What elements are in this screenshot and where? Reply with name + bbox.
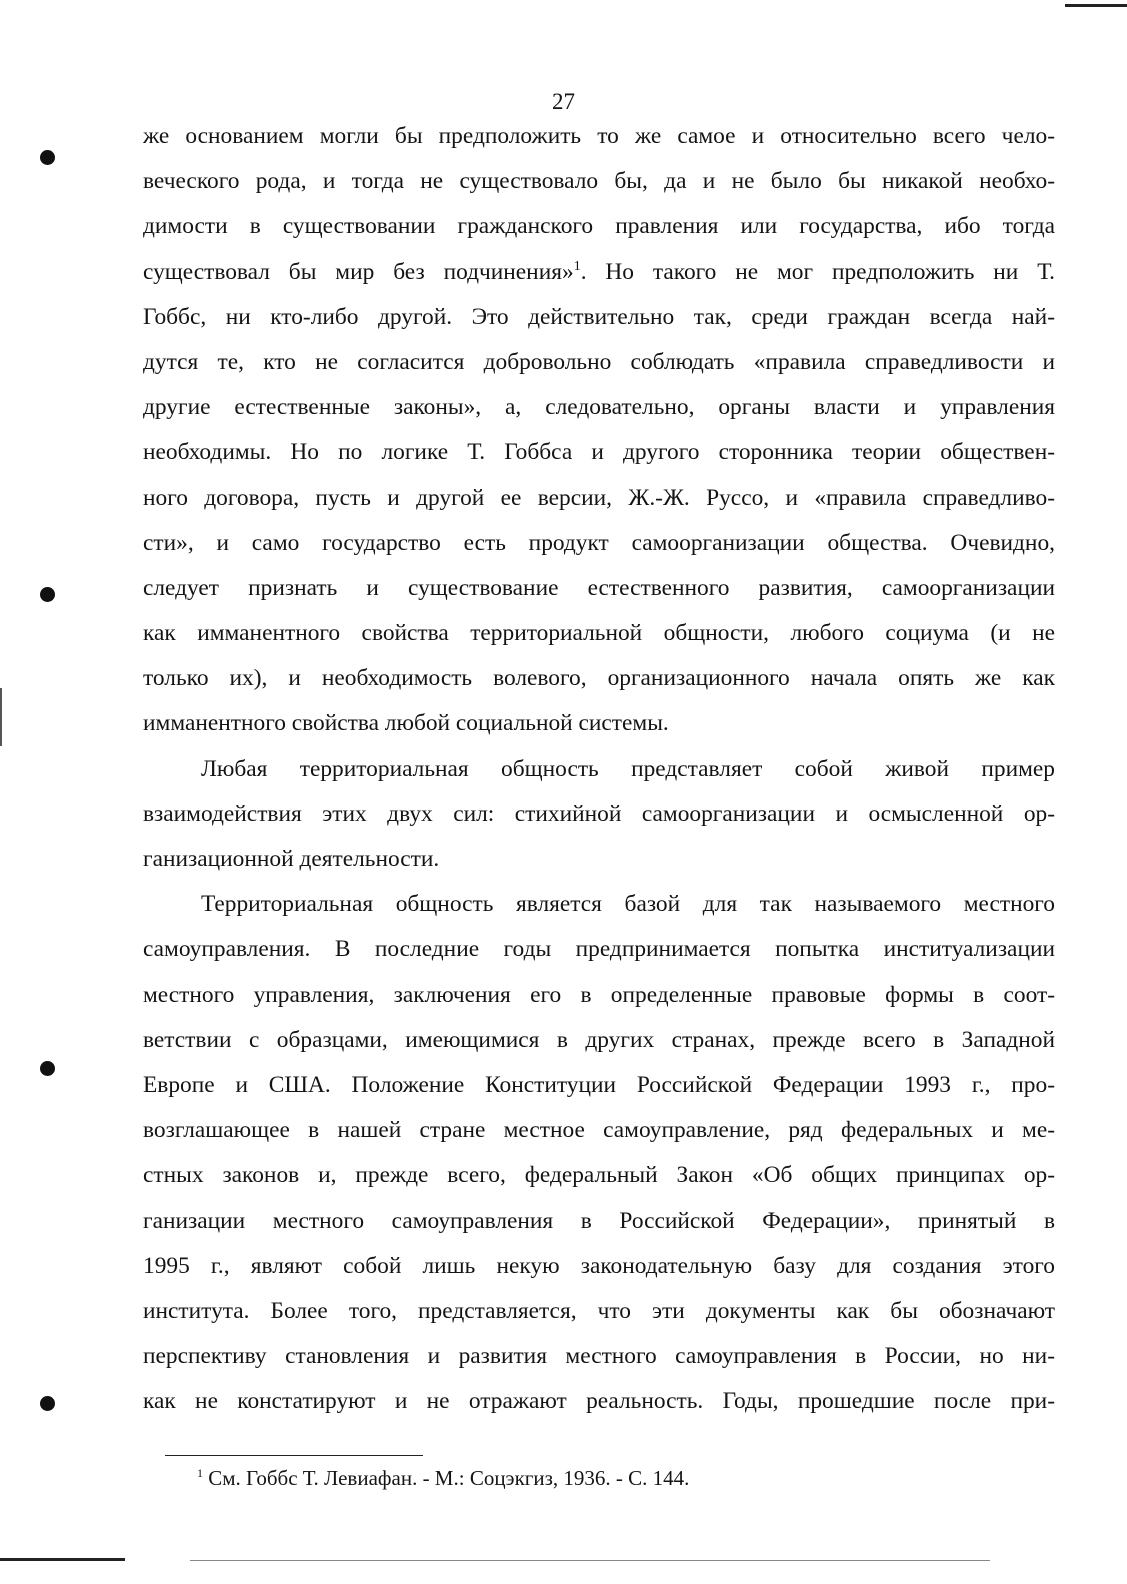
footnote-marker: 1: [197, 1466, 203, 1480]
binder-hole-icon: [40, 1061, 55, 1076]
text-line: сти», и само государство есть продукт самоорганизации общества. Очевидно,: [143, 529, 1055, 556]
text-line: перспективу становления и развития местного самоуправления в России, но ни-: [143, 1343, 1055, 1370]
text-line: как не констатируют и не отражают реальность. Годы, прошедшие после при-: [143, 1388, 1055, 1415]
paragraph-2: [143, 747, 1055, 883]
text-line: веческого рода, и тогда не существовало бы, да и не было бы никакой необхо-: [143, 168, 1055, 195]
footnote-text: См. Гоббс Т. Левиафан. - М.: Соцэкгиз, 1936. - С. 144.: [208, 1466, 690, 1490]
scan-edge-bottom: [0, 1556, 1127, 1584]
binder-hole-icon: [40, 587, 55, 602]
footnote-separator: [165, 1455, 423, 1456]
text-line: димости в существовании гражданского правления или государства, ибо тогда: [143, 213, 1055, 240]
text-line: только их), и необходимость волевого, организационного начала опять же как: [143, 665, 1055, 692]
text-line: ветствии с образцами, имеющимися в других странах, прежде всего в Западной: [143, 1026, 1055, 1053]
scan-edge-top: [1065, 4, 1127, 7]
text-line: имманентного свойства любой социальной системы.: [143, 710, 669, 737]
paragraph-3: [143, 882, 1055, 1424]
paragraph-1: [143, 114, 1055, 747]
text-line: ганизации местного самоуправления в Российской Федерации», принятый в: [143, 1207, 1055, 1234]
scan-edge-bottom-light: [190, 1560, 990, 1561]
text-line-part: . Но такого не мог предположить ни Т.: [580, 258, 1055, 285]
text-line: местного управления, заключения его в определенные правовые формы в соот-: [143, 981, 1055, 1008]
footnote: [197, 1465, 689, 1491]
text-line: же основанием могли бы предположить то же самое и относительно всего чело-: [143, 123, 1055, 149]
text-line: Любая территориальная общность представляет собой живой пример: [201, 755, 1055, 782]
text-line: как имманентного свойства территориальной общности, любого социума (и не: [143, 620, 1055, 647]
scan-edge-left: [0, 688, 2, 746]
text-line: взаимодействия этих двух сил: стихийной самоорганизации и осмысленной ор-: [143, 800, 1055, 827]
text-line: 1995 г., являют собой лишь некую законодательную базу для создания этого: [143, 1252, 1055, 1279]
text-line: самоуправления. В последние годы предпринимается попытка институализации: [143, 936, 1055, 963]
text-line: Территориальная общность является базой для так называемого местного: [201, 891, 1055, 918]
text-line-part: существовал бы мир без подчинения»: [143, 258, 574, 285]
text-line: стных законов и, прежде всего, федеральный Закон «Об общих принципах ор-: [143, 1162, 1055, 1189]
binder-hole-icon: [40, 150, 55, 165]
text-line: Европе и США. Положение Конституции Российской Федерации 1993 г., про-: [143, 1071, 1055, 1098]
text-line: необходимы. Но по логике Т. Гоббса и другого сторонника теории обществен-: [143, 439, 1055, 466]
text-line: следует признать и существование естественного развития, самоорганизации: [143, 574, 1055, 601]
binder-hole-icon: [40, 1396, 55, 1411]
text-line: Гоббс, ни кто-либо другой. Это действительно так, среди граждан всегда най-: [143, 303, 1055, 330]
text-line: дутся те, кто не согласится добровольно соблюдать «правила справедливости и: [143, 348, 1055, 375]
footnote-reference: 1: [573, 258, 581, 274]
text-line: возглашающее в нашей стране местное самоуправление, ряд федеральных и ме-: [143, 1117, 1055, 1144]
scan-edge-bottom-dark: [0, 1558, 125, 1561]
text-line: другие естественные законы», а, следовательно, органы власти и управления: [143, 394, 1055, 421]
text-line-with-footnote: [143, 250, 1055, 295]
text-line: института. Более того, представляется, что эти документы как бы обозначают: [143, 1297, 1055, 1324]
body-text: [143, 114, 1055, 1424]
text-line: ганизационной деятельности.: [143, 846, 440, 872]
page-number: 27: [552, 89, 575, 114]
text-line: ного договора, пусть и другой ее версии, Ж.-Ж. Руссо, и «правила справедливо-: [143, 484, 1055, 511]
